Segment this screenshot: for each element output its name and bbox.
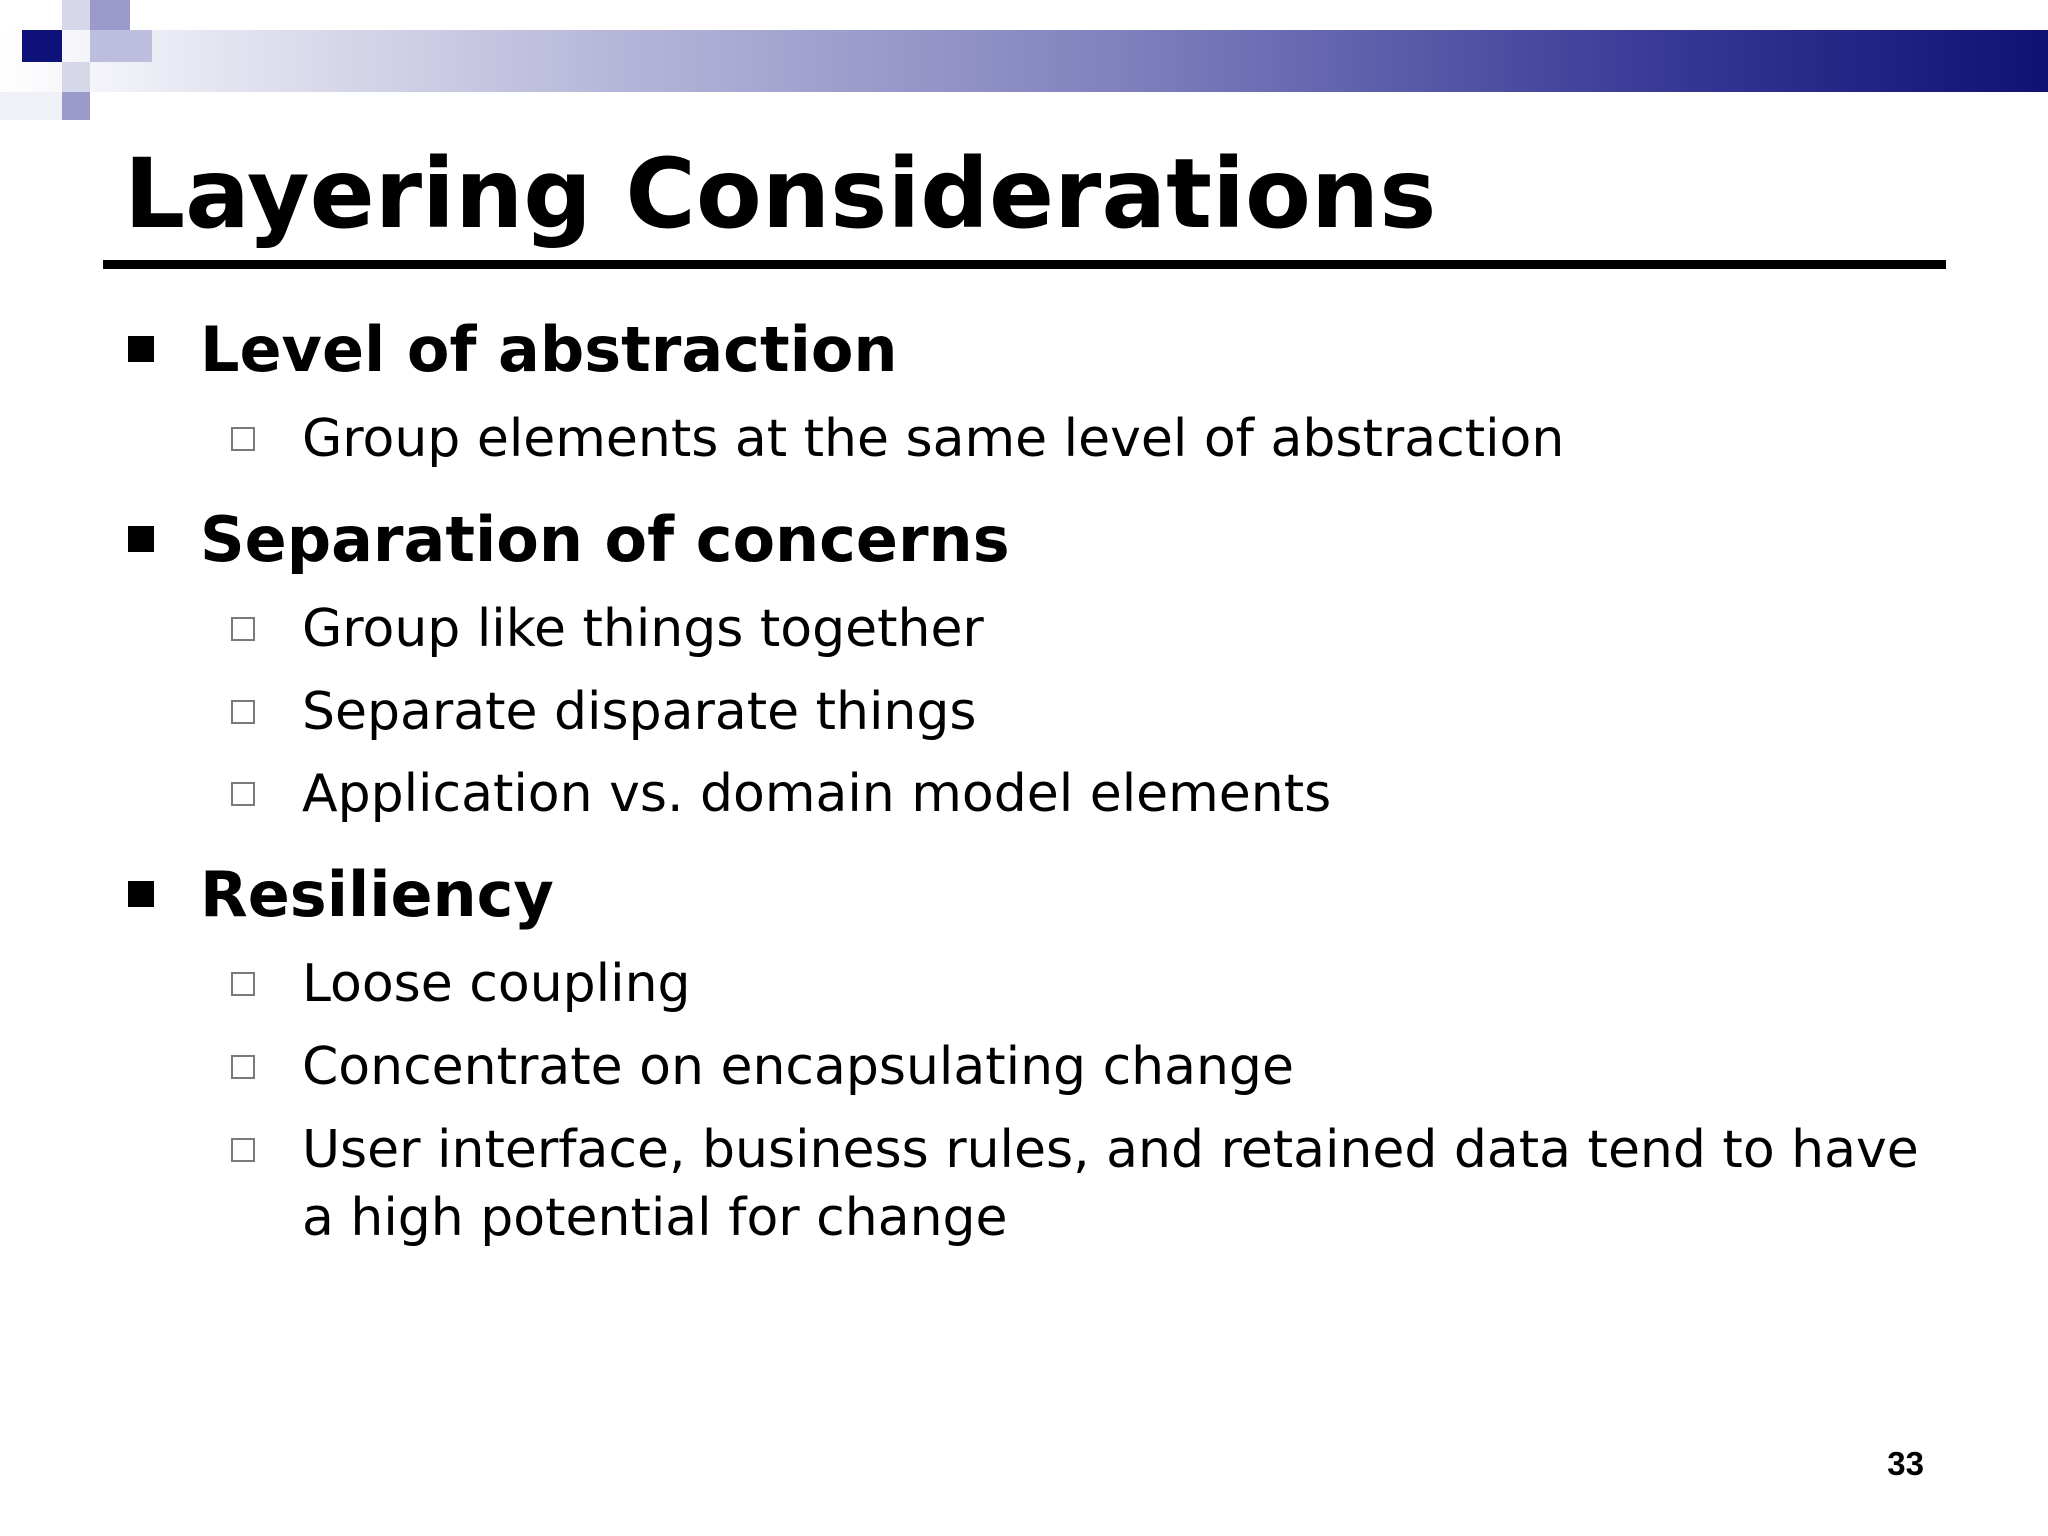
bullet-heading: Separation of concerns [200, 503, 1010, 576]
hollow-square-bullet-icon [231, 782, 255, 806]
sub-bullet-text: Group like things together [302, 599, 984, 659]
square-bullet-icon [128, 526, 154, 552]
bullet-heading: Level of abstraction [200, 313, 898, 386]
hollow-square-bullet-icon [231, 1138, 255, 1162]
sub-bullet-text: Loose coupling [302, 954, 691, 1014]
page-number: 33 [1887, 1445, 1924, 1482]
sub-bullet-text: a high potential for change [302, 1188, 1008, 1248]
sub-bullet-text: Concentrate on encapsulating change [302, 1037, 1294, 1097]
sub-bullet-text: User interface, business rules, and retained data tend to have [302, 1120, 1919, 1180]
hollow-square-bullet-icon [231, 617, 255, 641]
sub-bullet-text: Group elements at the same level of abstraction [302, 409, 1565, 469]
bullet-heading: Resiliency [200, 858, 554, 931]
hollow-square-bullet-icon [231, 1055, 255, 1079]
hollow-square-bullet-icon [231, 427, 255, 451]
square-bullet-icon [128, 881, 154, 907]
slide-title: Layering Considerations [124, 138, 1437, 250]
square-bullet-icon [128, 336, 154, 362]
hollow-square-bullet-icon [231, 972, 255, 996]
hollow-square-bullet-icon [231, 700, 255, 724]
sub-bullet-text: Application vs. domain model elements [302, 764, 1332, 824]
sub-bullet-text: Separate disparate things [302, 682, 977, 742]
